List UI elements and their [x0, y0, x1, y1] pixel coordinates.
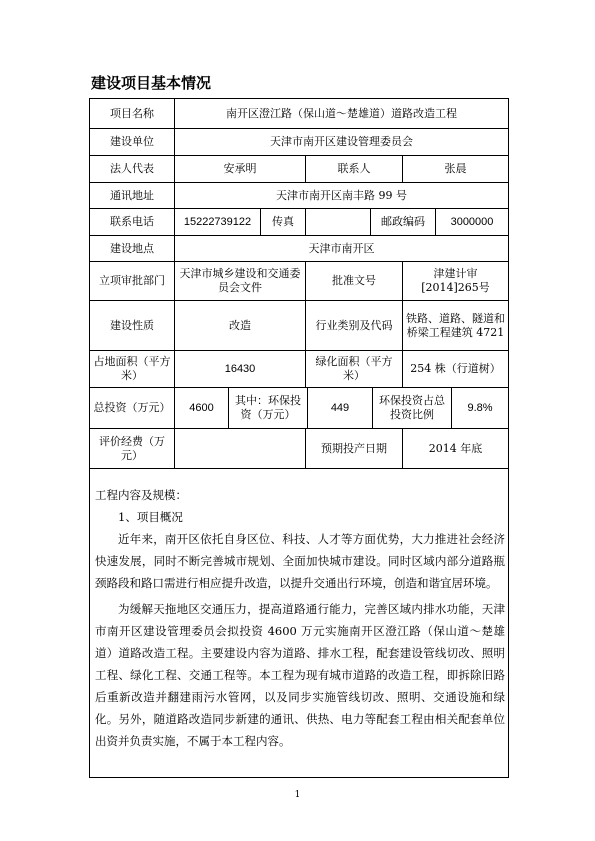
- location-label: 建设地点: [90, 236, 175, 262]
- nature-value: 改造: [175, 301, 306, 351]
- unit-label: 建设单位: [90, 129, 175, 156]
- fax-value: [306, 209, 371, 236]
- approval-dept-label: 立项审批部门: [90, 262, 175, 301]
- legal-rep-value: 安承明: [175, 156, 306, 183]
- green-label: 绿化面积（平方米）: [306, 351, 403, 388]
- approval-dept-value: 天津市城乡建设和交通委员会文件: [175, 262, 306, 301]
- page-title: 建设项目基本情况: [91, 74, 212, 92]
- green-value: 254 株（行道树）: [403, 351, 508, 388]
- eval-fee-value: [175, 429, 306, 469]
- paragraph-overview: 近年来，南开区依托自身区位、科技、人才等方面优势，大力推进社会经济快速发展，同时不断完善城市规划、全面加快城市建设。同时区域内部分道路瓶颈路段和路口需进行相应提升改造，以提升交通出行环境，创造和谐宜居环境。: [95, 532, 505, 590]
- phone-value: 15222739122: [175, 209, 261, 236]
- approval-no-value: 津建计审[2014]265号: [403, 262, 508, 301]
- content-heading: 工程内容及规模：: [95, 488, 187, 502]
- page-number: 1: [294, 790, 301, 800]
- project-name-label: 项目名称: [90, 99, 175, 129]
- approval-no-label: 批准文号: [306, 262, 403, 301]
- address-value: 天津市南开区南丰路 99 号: [175, 183, 508, 209]
- area-value: 16430: [175, 351, 306, 388]
- nature-label: 建设性质: [90, 301, 175, 351]
- paragraph-project: 为缓解天拖地区交通压力，提高道路通行能力，完善区域内排水功能，天津市南开区建设管理委员会拟投资 4600 万元实施南开区澄江路（保山道～楚雄道）道路改造工程。主要建设内容为道路、排水工程，配套建设管线切改、照明工程、绿化工程、交通工程等。本工程为现有城市道路的改造工程，即拆除旧路后重新改造并翻建雨污水管网，以及同步实施管线切改、照明、交通设施和绿化。另外，随道路改造同步新建的通讯、供热、电力等配套工程由相关配套单位出资并负责实施，不属于本工程内容。: [95, 602, 505, 748]
- industry-value: 铁路、道路、隧道和桥梁工程建筑 4721: [403, 301, 508, 351]
- invest-value: 4600: [175, 388, 229, 429]
- unit-value: 天津市南开区建设管理委员会: [175, 129, 508, 156]
- prod-date-label: 预期投产日期: [306, 429, 403, 469]
- postcode-label: 邮政编码: [371, 209, 436, 236]
- env-invest-label: 其中：环保投资（万元）: [229, 388, 308, 429]
- env-invest-value: 449: [308, 388, 373, 429]
- location-value: 天津市南开区: [175, 236, 508, 262]
- prod-date-value: 2014 年底: [403, 429, 508, 469]
- contact-label: 联系人: [306, 156, 403, 183]
- env-ratio-label: 环保投资占总投资比例: [373, 388, 452, 429]
- postcode-value: 3000000: [436, 209, 508, 236]
- env-ratio-value: 9.8%: [452, 388, 508, 429]
- eval-fee-label: 评价经费（万元）: [90, 429, 175, 469]
- content-section: [95, 484, 505, 752]
- legal-rep-label: 法人代表: [90, 156, 175, 183]
- industry-label: 行业类别及代码: [306, 301, 403, 351]
- fax-label: 传真: [261, 209, 306, 236]
- address-label: 通讯地址: [90, 183, 175, 209]
- area-label: 占地面积（平方米）: [90, 351, 175, 388]
- phone-label: 联系电话: [90, 209, 175, 236]
- section-heading: 1、项目概况: [118, 510, 183, 524]
- project-name-value: 南开区澄江路（保山道～楚雄道）道路改造工程: [175, 99, 508, 129]
- contact-value: 张晨: [403, 156, 508, 183]
- invest-label: 总投资（万元）: [90, 388, 175, 429]
